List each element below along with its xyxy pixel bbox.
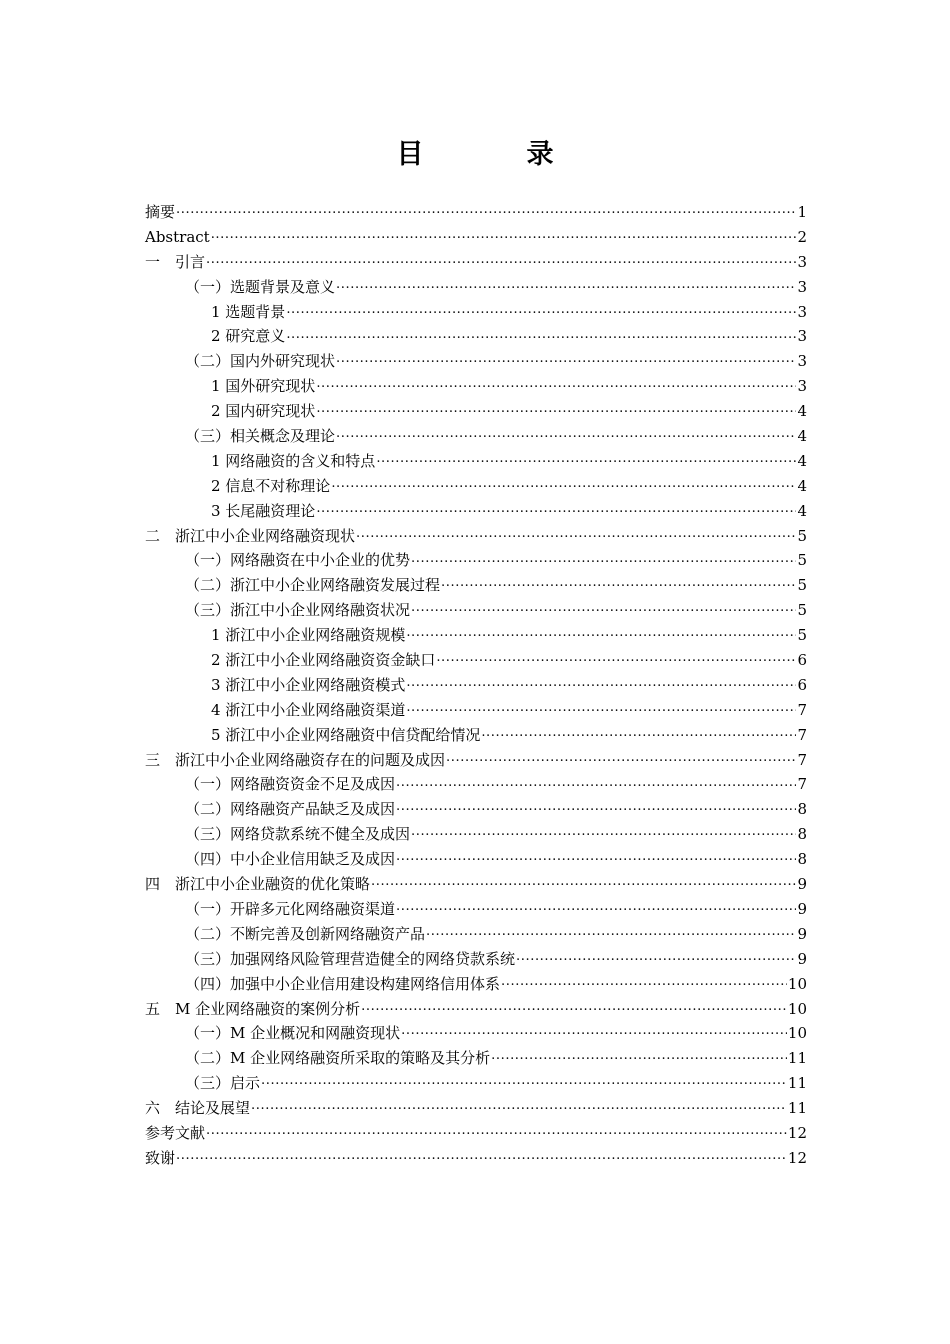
toc-dot-leader bbox=[336, 352, 796, 366]
toc-page-number: 5 bbox=[797, 576, 807, 595]
toc-dot-leader bbox=[336, 427, 796, 441]
toc-entry[interactable] bbox=[145, 200, 807, 225]
toc-dot-leader bbox=[436, 651, 796, 665]
toc-dot-leader bbox=[411, 825, 796, 839]
toc-page-number: 11 bbox=[787, 1049, 807, 1068]
toc-page-number: 7 bbox=[797, 700, 807, 719]
toc-page-number: 9 bbox=[797, 899, 807, 918]
toc-page-number: 8 bbox=[797, 800, 807, 819]
toc-page-number: 5 bbox=[797, 526, 807, 545]
toc-entry[interactable] bbox=[145, 1096, 807, 1121]
toc-entry-text: 2 研究意义 bbox=[211, 327, 286, 346]
toc-entry-text: （二）不断完善及创新网络融资产品 bbox=[185, 924, 426, 943]
toc-entry[interactable] bbox=[145, 1046, 807, 1071]
toc-entry[interactable] bbox=[145, 399, 807, 424]
toc-dot-leader bbox=[206, 253, 796, 267]
toc-entry[interactable] bbox=[145, 300, 807, 325]
toc-entry[interactable] bbox=[145, 723, 807, 748]
toc-dot-leader bbox=[441, 576, 796, 590]
toc-entry[interactable] bbox=[145, 275, 807, 300]
toc-dot-leader bbox=[411, 601, 796, 615]
toc-page-number: 7 bbox=[797, 750, 807, 769]
toc-entry[interactable] bbox=[145, 524, 807, 549]
toc-dot-leader bbox=[331, 477, 796, 491]
toc-entry[interactable] bbox=[145, 1071, 807, 1096]
toc-dot-leader bbox=[501, 975, 787, 989]
toc-entry[interactable] bbox=[145, 648, 807, 673]
toc-entry[interactable] bbox=[145, 972, 807, 997]
toc-entry-text: 5 浙江中小企业网络融资中信贷配给情况 bbox=[211, 725, 481, 744]
toc-page-number: 10 bbox=[787, 974, 807, 993]
toc-entry-text: （一）M 企业概况和网融资现状 bbox=[185, 1024, 401, 1043]
toc-entry-text: 2 信息不对称理论 bbox=[211, 476, 331, 495]
toc-dot-leader bbox=[176, 203, 796, 217]
toc-entry[interactable] bbox=[145, 872, 807, 897]
toc-entry-text: 1 浙江中小企业网络融资规模 bbox=[211, 626, 406, 645]
toc-entry-text: （二）浙江中小企业网络融资发展过程 bbox=[185, 576, 441, 595]
toc-page-number: 10 bbox=[787, 1024, 807, 1043]
toc-page-number: 4 bbox=[797, 501, 807, 520]
toc-entry[interactable] bbox=[145, 822, 807, 847]
toc-dot-leader bbox=[316, 402, 796, 416]
toc-entry[interactable] bbox=[145, 324, 807, 349]
toc-entry[interactable] bbox=[145, 424, 807, 449]
toc-entry-text: 1 网络融资的含义和特点 bbox=[211, 451, 376, 470]
toc-page-number: 4 bbox=[797, 427, 807, 446]
toc-entry-text: （二）国内外研究现状 bbox=[185, 352, 336, 371]
toc-entry[interactable] bbox=[145, 598, 807, 623]
toc-page-number: 9 bbox=[797, 875, 807, 894]
toc-entry-text: 致谢 bbox=[145, 1148, 176, 1167]
toc-page-number: 5 bbox=[797, 626, 807, 645]
toc-dot-leader bbox=[251, 1099, 787, 1113]
toc-page-number: 3 bbox=[797, 302, 807, 321]
toc-dot-leader bbox=[286, 303, 796, 317]
toc-entry-text: （三）启示 bbox=[185, 1074, 261, 1093]
toc-entry-text: 一 引言 bbox=[145, 252, 206, 271]
toc-entry[interactable] bbox=[145, 772, 807, 797]
toc-entry[interactable] bbox=[145, 847, 807, 872]
toc-page-number: 2 bbox=[797, 227, 807, 246]
toc-page-number: 3 bbox=[797, 377, 807, 396]
toc-page-number: 3 bbox=[797, 327, 807, 346]
toc-entry-text: 1 国外研究现状 bbox=[211, 377, 316, 396]
toc-entry[interactable] bbox=[145, 897, 807, 922]
toc-dot-leader bbox=[261, 1074, 787, 1088]
toc-page-number: 5 bbox=[797, 551, 807, 570]
toc-entry[interactable] bbox=[145, 548, 807, 573]
toc-list bbox=[145, 200, 807, 1171]
toc-page-number: 5 bbox=[797, 601, 807, 620]
toc-dot-leader bbox=[516, 950, 796, 964]
toc-entry[interactable] bbox=[145, 673, 807, 698]
toc-dot-leader bbox=[371, 875, 796, 889]
toc-page-number: 11 bbox=[787, 1074, 807, 1093]
toc-title: 目 录 bbox=[396, 139, 592, 170]
toc-entry-text: （三）相关概念及理论 bbox=[185, 427, 336, 446]
toc-page-number: 12 bbox=[787, 1148, 807, 1167]
toc-entry-text: （二）M 企业网络融资所采取的策略及其分析 bbox=[185, 1049, 491, 1068]
toc-entry-text: （三）加强网络风险管理营造健全的网络贷款系统 bbox=[185, 949, 516, 968]
toc-page-number: 12 bbox=[787, 1123, 807, 1142]
toc-entry-text: （一）选题背景及意义 bbox=[185, 277, 336, 296]
toc-entry-text: 三 浙江中小企业网络融资存在的问题及成因 bbox=[145, 750, 446, 769]
toc-dot-leader bbox=[406, 626, 796, 640]
toc-dot-leader bbox=[396, 900, 796, 914]
toc-page-number: 7 bbox=[797, 775, 807, 794]
toc-dot-leader bbox=[316, 377, 796, 391]
toc-entry[interactable] bbox=[145, 797, 807, 822]
toc-dot-leader bbox=[356, 527, 796, 541]
toc-page-number: 4 bbox=[797, 451, 807, 470]
toc-page-number: 8 bbox=[797, 850, 807, 869]
toc-dot-leader bbox=[336, 278, 796, 292]
toc-page-number: 7 bbox=[797, 725, 807, 744]
toc-entry-text: 四 浙江中小企业融资的优化策略 bbox=[145, 875, 371, 894]
toc-dot-leader bbox=[411, 551, 796, 565]
toc-page-number: 6 bbox=[797, 675, 807, 694]
toc-entry-text: 参考文献 bbox=[145, 1123, 206, 1142]
toc-entry-text: （三）网络贷款系统不健全及成因 bbox=[185, 825, 411, 844]
toc-entry[interactable] bbox=[145, 698, 807, 723]
toc-entry[interactable] bbox=[145, 997, 807, 1022]
toc-page-number: 3 bbox=[797, 252, 807, 271]
toc-entry-text: 2 国内研究现状 bbox=[211, 402, 316, 421]
toc-entry-text: （四）加强中小企业信用建设构建网络信用体系 bbox=[185, 974, 501, 993]
toc-entry[interactable] bbox=[145, 225, 807, 250]
toc-entry-text: 二 浙江中小企业网络融资现状 bbox=[145, 526, 356, 545]
toc-entry[interactable] bbox=[145, 1021, 807, 1046]
toc-entry[interactable] bbox=[145, 922, 807, 947]
toc-entry-text: （一）网络融资在中小企业的优势 bbox=[185, 551, 411, 570]
toc-entry-text: 1 选题背景 bbox=[211, 302, 286, 321]
toc-dot-leader bbox=[211, 228, 797, 242]
toc-entry[interactable] bbox=[145, 474, 807, 499]
toc-entry[interactable] bbox=[145, 349, 807, 374]
toc-entry-text: 摘要 bbox=[145, 203, 176, 221]
toc-dot-leader bbox=[406, 676, 796, 690]
toc-page-number: 3 bbox=[797, 352, 807, 371]
toc-entry[interactable] bbox=[145, 449, 807, 474]
toc-page-number: 6 bbox=[797, 651, 807, 670]
toc-page-number: 4 bbox=[797, 476, 807, 495]
toc-dot-leader bbox=[481, 726, 796, 740]
toc-entry[interactable] bbox=[145, 947, 807, 972]
toc-dot-leader bbox=[206, 1124, 787, 1138]
toc-page-number: 9 bbox=[797, 949, 807, 968]
toc-dot-leader bbox=[446, 751, 796, 765]
toc-dot-leader bbox=[401, 1024, 787, 1038]
toc-entry-text: 3 浙江中小企业网络融资模式 bbox=[211, 675, 406, 694]
toc-dot-leader bbox=[426, 925, 796, 939]
toc-entry-text: Abstract bbox=[145, 227, 210, 246]
toc-page-number: 3 bbox=[797, 277, 807, 296]
toc-entry-text: （四）中小企业信用缺乏及成因 bbox=[185, 850, 396, 869]
toc-entry-text: （二）网络融资产品缺乏及成因 bbox=[185, 800, 396, 819]
toc-dot-leader bbox=[176, 1149, 787, 1163]
toc-entry-text: 五 M 企业网络融资的案例分析 bbox=[145, 999, 361, 1018]
toc-entry[interactable] bbox=[145, 623, 807, 648]
toc-dot-leader bbox=[286, 327, 796, 341]
toc-page-number: 9 bbox=[797, 924, 807, 943]
toc-dot-leader bbox=[376, 452, 796, 466]
toc-dot-leader bbox=[491, 1049, 787, 1063]
toc-entry-text: 3 长尾融资理论 bbox=[211, 501, 316, 520]
toc-entry-text: （三）浙江中小企业网络融资状况 bbox=[185, 601, 411, 620]
toc-dot-leader bbox=[396, 800, 796, 814]
toc-dot-leader bbox=[316, 502, 796, 516]
toc-page-number: 8 bbox=[797, 825, 807, 844]
toc-entry[interactable] bbox=[145, 748, 807, 773]
toc-page-number: 1 bbox=[797, 203, 807, 221]
toc-entry[interactable] bbox=[145, 573, 807, 598]
toc-entry-text: 4 浙江中小企业网络融资渠道 bbox=[211, 700, 406, 719]
toc-dot-leader bbox=[361, 1000, 787, 1014]
toc-dot-leader bbox=[396, 850, 796, 864]
toc-entry[interactable] bbox=[145, 499, 807, 524]
toc-entry[interactable] bbox=[145, 250, 807, 275]
toc-page-number: 11 bbox=[787, 1099, 807, 1118]
toc-entry[interactable] bbox=[145, 374, 807, 399]
toc-entry-text: 2 浙江中小企业网络融资资金缺口 bbox=[211, 651, 436, 670]
toc-entry-text: （一）开辟多元化网络融资渠道 bbox=[185, 899, 396, 918]
toc-dot-leader bbox=[396, 775, 796, 789]
toc-entry[interactable] bbox=[145, 1146, 807, 1171]
toc-dot-leader bbox=[406, 701, 796, 715]
toc-entry[interactable] bbox=[145, 1121, 807, 1146]
toc-page-number: 10 bbox=[787, 999, 807, 1018]
toc-entry-text: （一）网络融资资金不足及成因 bbox=[185, 775, 396, 794]
toc-entry-text: 六 结论及展望 bbox=[145, 1099, 251, 1118]
toc-page-number: 4 bbox=[797, 402, 807, 421]
